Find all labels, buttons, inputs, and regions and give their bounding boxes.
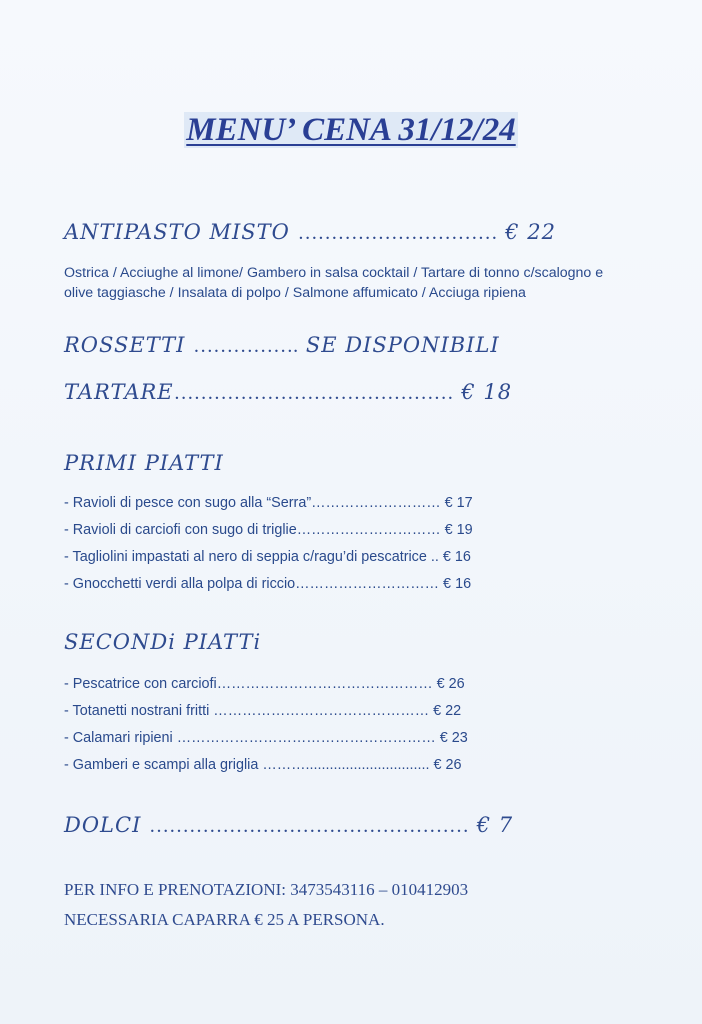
tartare-dots: …………………………………… — [173, 382, 454, 404]
primi-list — [64, 490, 473, 598]
menu-title-text: MENU’ CENA 31/12/24 — [186, 112, 516, 148]
antipasto-price: € 22 — [497, 220, 557, 244]
antipasto-heading — [64, 220, 556, 245]
rossetti-note: SE DISPONIBILI — [298, 333, 500, 357]
list-item: - Ravioli di carciofi con sugo di triglie………………………… € 19 — [64, 522, 473, 538]
antipasto-heading-label: ANTIPASTO MISTO — [64, 220, 298, 244]
secondi-list — [64, 671, 468, 779]
tartare-heading-label: TARTARE — [64, 380, 174, 404]
menu-title — [0, 112, 702, 149]
secondi-heading: SECONDi PIATTi — [64, 630, 262, 654]
dolci-dots: ………………………………………… — [149, 815, 470, 837]
info-line: PER INFO E PRENOTAZIONI: 3473543116 – 010412903 — [64, 880, 469, 899]
dolci-price: € 7 — [469, 813, 514, 837]
rossetti-heading — [64, 333, 500, 358]
tartare-price: € 18 — [453, 380, 513, 404]
list-item: - Gnocchetti verdi alla polpa di riccio………………………… € 16 — [64, 576, 472, 592]
antipasto-description: Ostrica / Acciughe al limone/ Gambero in salsa cocktail / Tartare di tonno c/scalogno e olive taggiasche / Insalata di polpo / Salmone affumicato / Acciuga ripiena — [64, 265, 604, 301]
deposit-line: NECESSARIA CAPARRA € 25 A PERSONA. — [64, 910, 385, 929]
list-item: - Gamberi e scampi alla griglia ………............................... € 26 — [64, 757, 462, 773]
primi-heading: PRIMI PIATTI — [64, 451, 224, 475]
list-item: - Pescatrice con carciofi……………………………………… € 26 — [64, 676, 465, 692]
dolci-heading — [64, 813, 513, 838]
rossetti-heading-label: ROSSETTI — [64, 333, 194, 357]
rossetti-dots: ……………. — [193, 335, 299, 357]
antipasto-dots: ………………………… — [297, 222, 498, 244]
list-item: - Calamari ripieni ……………………………………………… € 23 — [64, 730, 468, 746]
tartare-heading — [64, 380, 512, 405]
dolci-heading-label: DOLCI — [64, 813, 150, 837]
list-item: - Ravioli di pesce con sugo alla “Serra”……………………… € 17 — [64, 495, 473, 511]
list-item: - Tagliolini impastati al nero di seppia c/ragu’di pescatrice .. € 16 — [64, 549, 471, 565]
list-item: - Totanetti nostrani fritti ……………………………………… € 22 — [64, 703, 462, 719]
